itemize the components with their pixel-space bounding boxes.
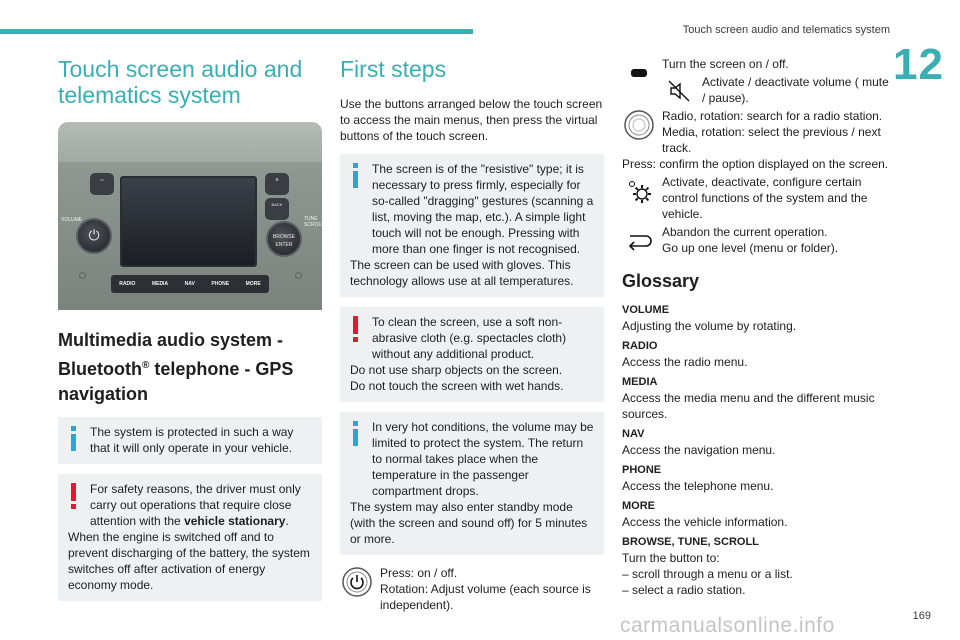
glossary-title: Glossary: [622, 271, 700, 291]
back-line-1: Abandon the current operation.: [662, 225, 828, 239]
glossary-term: VOLUME: [622, 304, 670, 316]
running-title: Touch screen audio and telematics system: [682, 24, 890, 36]
warning-text-1: [68, 481, 312, 529]
icon-item-screen: [622, 56, 892, 72]
power-line-2: Rotation: Adjust volume (each source is independent).: [380, 582, 591, 612]
intro-paragraph: Use the buttons arranged below the touch screen to access the main menus, then press the virtual buttons of the touch screen.: [340, 97, 603, 143]
warning-bold: vehicle stationary: [184, 514, 286, 528]
power-knob-icon: [340, 565, 374, 599]
glossary-term: NAV: [622, 428, 645, 440]
warning-text-p3: Do not touch the screen with wet hands.: [350, 379, 564, 393]
knob-line-2: Media, rotation: select the previous / next track.: [662, 125, 881, 155]
screen-off-button-photo: [90, 173, 114, 195]
volume-knob: [76, 218, 112, 254]
subtitle-text-1: Multimedia audio system - Bluetooth: [58, 330, 284, 379]
settings-icon: [622, 174, 656, 208]
warning-box: [58, 474, 322, 601]
rotary-knob-icon: [622, 108, 656, 142]
warning-icon: [349, 316, 363, 342]
column-3: [622, 56, 892, 598]
glossary-def: Access the media menu and the different music sources.: [622, 391, 875, 421]
registered-mark: ®: [141, 360, 150, 371]
warning-text-2: When the engine is switched off and to prevent discharging of the battery, the system switches off after activation of energy economy mode.: [68, 530, 310, 592]
glossary-def: Access the telephone menu.: [622, 479, 774, 493]
glossary-term: MEDIA: [622, 376, 658, 388]
head-unit-photo: [58, 122, 325, 310]
warning-icon: [67, 483, 81, 509]
media-label: MEDIA: [151, 281, 169, 287]
nav-label: NAV: [184, 281, 195, 287]
glossary-term: BROWSE, TUNE, SCROLL: [622, 536, 759, 548]
info-text-p1: The screen is of the "resistive" type; it is necessary to press firmly, especially for so-called "dragging" gestures (scanning a list, moving the map, etc.). A simple light touch will not be enough. Pressing with more than one finger is not recognised.: [372, 162, 594, 256]
back-button-photo: [265, 198, 289, 220]
first-steps-title: First steps: [340, 56, 447, 82]
info-icon: [349, 421, 363, 447]
screw-right: [295, 272, 302, 279]
glossary-term: PHONE: [622, 464, 662, 476]
warning-text-p2: Do not use sharp objects on the screen.: [350, 363, 563, 377]
volume-label: VOLUME: [61, 217, 83, 223]
glossary-def: Access the vehicle information.: [622, 515, 788, 529]
glossary-term: RADIO: [622, 340, 658, 352]
subtitle-text-2: telephone - GPS navigation: [58, 359, 294, 404]
glossary-term: MORE: [622, 500, 655, 512]
top-accent-bar: [0, 29, 473, 34]
warning-line-end: .: [285, 514, 289, 528]
screen-off-icon: ▭: [100, 177, 104, 182]
settings-item-line: Activate, deactivate, configure certain control functions of the system and the vehicle.: [662, 175, 868, 221]
icon-item-knob: [622, 108, 892, 172]
column-2: [340, 56, 604, 613]
power-knob-item: [340, 565, 604, 613]
watermark: carmanualsonline.info: [620, 614, 835, 637]
info-box: [58, 417, 322, 464]
settings-icon: ⚙: [275, 177, 279, 182]
icon-item-back: [622, 224, 892, 256]
glossary-def: Adjusting the volume by rotating.: [622, 319, 797, 333]
mute-item-line: Activate / deactivate volume ( mute / pause).: [702, 75, 889, 105]
screw-left: [79, 272, 86, 279]
screen-item-line: Turn the screen on / off.: [662, 57, 789, 71]
browse-knob: [266, 221, 302, 257]
chapter-number: 12: [893, 40, 944, 89]
tune-scroll-label: TUNE SCROLL: [304, 216, 325, 228]
info-heat-p1: In very hot conditions, the volume may be limited to protect the system. The return to normal takes place when the temperature in the passenger compartment drops.: [372, 420, 594, 498]
warning-line-1: For safety reasons, the driver must only carry out operations that require close attention with the: [90, 482, 301, 528]
info-icon: [67, 426, 81, 452]
info-text: The system is protected in such a way that it will only operate in your vehicle.: [90, 425, 294, 455]
power-line-1: Press: on / off.: [380, 566, 458, 580]
info-box-heat: [340, 412, 604, 555]
column-1: [58, 56, 325, 601]
mute-icon: [662, 74, 696, 108]
phone-label: PHONE: [211, 281, 230, 287]
warning-text-p1: To clean the screen, use a soft non-abrasive cloth (e.g. spectacles cloth) without any additional product.: [372, 315, 567, 361]
knob-line-1: Radio, rotation: search for a radio station.: [662, 109, 883, 123]
section-title: Touch screen audio and telematics system: [58, 56, 303, 108]
glossary-def: Access the radio menu.: [622, 355, 748, 369]
warning-box-cleaning: [340, 307, 604, 402]
page-number: 169: [912, 610, 931, 622]
back-icon: [622, 224, 656, 258]
browse-label: BROWSE ENTER: [272, 234, 296, 248]
back-label: BACK: [271, 202, 283, 207]
icon-item-settings: [622, 174, 892, 222]
info-text-p2: The screen can be used with gloves. This technology allows use at all temperatures.: [350, 258, 574, 288]
glossary-bullet: – scroll through a menu or a list.: [622, 567, 793, 581]
subsection-title: [58, 328, 322, 407]
icon-item-mute: [622, 74, 892, 106]
knob-line-3: Press: confirm the option displayed on the screen.: [622, 157, 889, 171]
menu-button-row: [111, 275, 269, 293]
touch-screen: [120, 176, 257, 267]
glossary-def: Turn the button to:: [622, 551, 720, 565]
back-line-2: Go up one level (menu or folder).: [662, 241, 839, 255]
more-label: MORE: [245, 281, 261, 287]
glossary-def: Access the navigation menu.: [622, 443, 776, 457]
settings-button-photo: [265, 173, 289, 195]
info-box-resistive: [340, 154, 604, 297]
radio-label: RADIO: [119, 281, 136, 287]
power-icon: ⏻: [88, 227, 100, 243]
info-heat-p2: The system may also enter standby mode (with the screen and sound off) for 5 minutes or more.: [350, 500, 588, 546]
glossary-bullet: – select a radio station.: [622, 583, 746, 597]
info-icon: [349, 163, 363, 189]
